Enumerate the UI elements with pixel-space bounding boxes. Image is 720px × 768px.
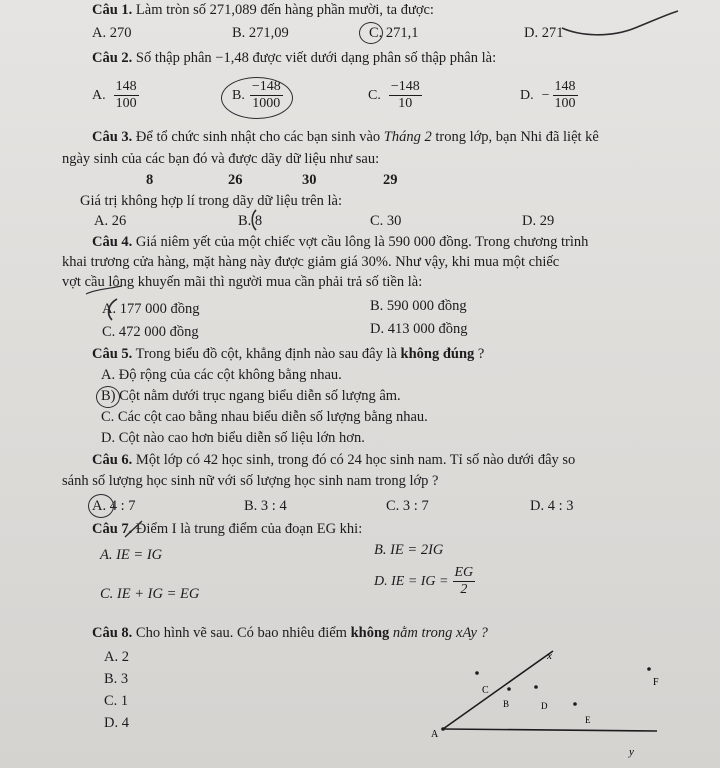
q8-option-d[interactable]: D. 4	[104, 715, 129, 731]
q3-month: Tháng 2	[383, 129, 432, 145]
q5-option-a[interactable]: A. Độ rộng của các cột không bằng nhau.	[101, 367, 342, 383]
q4-line1-text: Giá niêm yết của một chiếc vợt cầu lông là 590 000 đồng. Trong chương trình	[135, 234, 589, 250]
point-c	[475, 671, 479, 675]
q4-option-a[interactable]: A. 177 000 đồng	[102, 301, 200, 317]
q7-text: Điểm I là trung điểm của đoạn EG khi:	[135, 521, 363, 537]
q2-option-d[interactable]	[520, 80, 578, 111]
q7-d-numerator: EG	[454, 565, 474, 580]
q5-option-d[interactable]: D. Cột nào cao hơn biểu diễn số liệu lớn hơn.	[101, 430, 365, 446]
q3-option-b[interactable]: B. 8	[238, 213, 263, 229]
q2-c-letter: C.	[368, 87, 381, 103]
q2-label: Câu 2.	[92, 50, 133, 66]
q8-text: Cho hình vẽ sau. Có bao nhiêu điểm	[135, 625, 347, 641]
q4-stem-line3: vợt cầu lông khuyến mãi thì người mua cần phải trả số tiền là:	[62, 274, 423, 290]
q8-label: Câu 8.	[92, 625, 133, 641]
label-x: x	[547, 650, 552, 662]
q4-answer-circle-mark	[100, 296, 130, 322]
q6-stem-line1	[92, 451, 575, 469]
q6-option-d[interactable]: D. 4 : 3	[530, 498, 574, 514]
q4-option-c[interactable]: C. 472 000 đồng	[102, 324, 199, 340]
label-f: F	[653, 677, 659, 688]
label-b: B	[503, 699, 510, 709]
label-c: C	[482, 685, 489, 696]
q2-d-denominator: 100	[554, 96, 576, 111]
q3-data-2: 26	[228, 172, 243, 188]
q3-stem-line2: ngày sinh của các bạn đó và được dãy dữ liệu như sau:	[62, 151, 380, 167]
q6-line1-text: Một lớp có 42 học sinh, trong đó có 24 học sinh nam. Tỉ số nào dưới đây so	[135, 452, 576, 468]
q7-option-a[interactable]: A. IE = IG	[100, 547, 163, 563]
q5-option-b[interactable]: B) Cột nằm dưới trục ngang biểu diễn số lượng âm.	[101, 388, 401, 404]
q4-option-d[interactable]: D. 413 000 đồng	[370, 321, 468, 337]
q2-text: Số thập phân −1,48 được viết dưới dạng phân số thập phân là:	[135, 50, 497, 66]
q4-label: Câu 4.	[92, 234, 133, 250]
point-a	[441, 727, 445, 731]
q4-stem-line2: khai trương cửa hàng, mặt hàng này được giảm giá 30%. Như vậy, khi mua một chiếc	[62, 254, 560, 270]
q8-option-c[interactable]: C. 1	[104, 693, 129, 709]
q6-label: Câu 6.	[92, 452, 133, 468]
q3-data-4: 29	[383, 172, 398, 188]
q2-option-a[interactable]	[92, 80, 139, 111]
q5-answer-circle-mark	[96, 386, 120, 408]
point-e	[573, 702, 577, 706]
q7-strike-mark	[122, 518, 146, 540]
label-e: E	[585, 715, 591, 725]
q3-option-c[interactable]: C. 30	[370, 213, 402, 229]
q2-stem	[92, 49, 496, 67]
q8-bold-text: không	[350, 625, 390, 641]
q2-a-numerator: 148	[115, 79, 137, 94]
q1-answer-circle-mark	[359, 22, 383, 44]
q2-d-numerator: 148	[554, 79, 576, 94]
q1-stem	[92, 1, 434, 19]
q8-stem	[92, 624, 488, 642]
q2-answer-circle-mark	[221, 77, 293, 119]
q8-angle-figure	[425, 645, 665, 765]
q7-label: Câu 7.	[92, 521, 133, 537]
label-d: D	[541, 701, 548, 711]
q6-option-a[interactable]: A. 4 : 7	[92, 498, 136, 514]
q1-option-d[interactable]: D. 271	[524, 25, 564, 41]
q6-option-b[interactable]: B. 3 : 4	[244, 498, 287, 514]
q4-underline-mark	[84, 282, 124, 298]
q3-option-a[interactable]: A. 26	[94, 213, 127, 229]
q7-option-b[interactable]: B. IE = 2IG	[374, 542, 444, 558]
q6-stem-line2: sánh số lượng học sinh nữ với số lượng học sinh nam trong lớp ?	[62, 473, 439, 489]
q4-stem-line1	[92, 233, 588, 251]
q2-b-numerator: −148	[251, 79, 281, 94]
q5-end: ?	[477, 346, 485, 362]
q3-stem-line1	[92, 128, 599, 146]
q5-stem	[92, 345, 484, 363]
q8-end: nằm trong xAy ?	[392, 625, 488, 641]
q8-option-a[interactable]: A. 2	[104, 649, 129, 665]
q2-d-letter: D.	[520, 87, 534, 103]
q2-a-letter: A.	[92, 87, 106, 103]
q3-label: Câu 3.	[92, 129, 133, 145]
q1-pen-stroke-mark	[560, 8, 680, 38]
q7-option-c[interactable]: C. IE + IG = EG	[100, 586, 200, 602]
q2-b-denominator: 1000	[252, 96, 281, 111]
point-d	[534, 685, 538, 689]
q5-bold-text: không đúng	[400, 346, 475, 362]
label-y: y	[629, 746, 634, 758]
q5-label: Câu 5.	[92, 346, 133, 362]
q3-answer-circle-mark	[250, 207, 280, 233]
q7-d-denominator: 2	[460, 582, 468, 597]
q4-option-b[interactable]: B. 590 000 đồng	[370, 298, 467, 314]
q2-c-denominator: 10	[398, 96, 413, 111]
q3-option-d[interactable]: D. 29	[522, 213, 555, 229]
q1-option-b[interactable]: B. 271,09	[232, 25, 289, 41]
q1-option-a[interactable]: A. 270	[92, 25, 132, 41]
q6-answer-circle-mark	[88, 494, 114, 518]
q3-data-3: 30	[302, 172, 317, 188]
q2-c-numerator: −148	[390, 79, 420, 94]
q8-option-b[interactable]: B. 3	[104, 671, 129, 687]
q5-text: Trong biểu đồ cột, khẳng định nào sau đây là	[135, 346, 397, 362]
q2-option-c[interactable]	[368, 80, 422, 111]
ray-ax	[443, 651, 553, 729]
ray-ay	[443, 729, 657, 731]
q3-line1b-text: trong lớp, bạn Nhi đã liệt kê	[435, 129, 599, 145]
point-f	[647, 667, 651, 671]
q3-question: Giá trị không hợp lí trong dãy dữ liệu trên là:	[80, 193, 342, 209]
q2-b-letter: B.	[232, 87, 245, 103]
q5-option-c[interactable]: C. Các cột cao bằng nhau biểu diễn số lượng bằng nhau.	[101, 409, 428, 425]
point-b	[507, 687, 511, 691]
q1-label: Câu 1.	[92, 2, 133, 18]
q1-text: Làm tròn số 271,089 đến hàng phần mười, ta được:	[135, 2, 434, 18]
q2-a-denominator: 100	[115, 96, 137, 111]
q3-line1-text: Để tổ chức sinh nhật cho các bạn sinh vào	[135, 129, 381, 145]
q7-option-d[interactable]	[374, 566, 475, 597]
q3-data-1: 8	[146, 172, 154, 188]
q1-option-c[interactable]: C. 271,1	[369, 25, 419, 41]
label-a: A	[431, 729, 439, 740]
q7-d-text: D. IE = IG =	[374, 573, 449, 589]
q6-option-c[interactable]: C. 3 : 7	[386, 498, 429, 514]
q2-d-sign: −	[541, 87, 550, 103]
